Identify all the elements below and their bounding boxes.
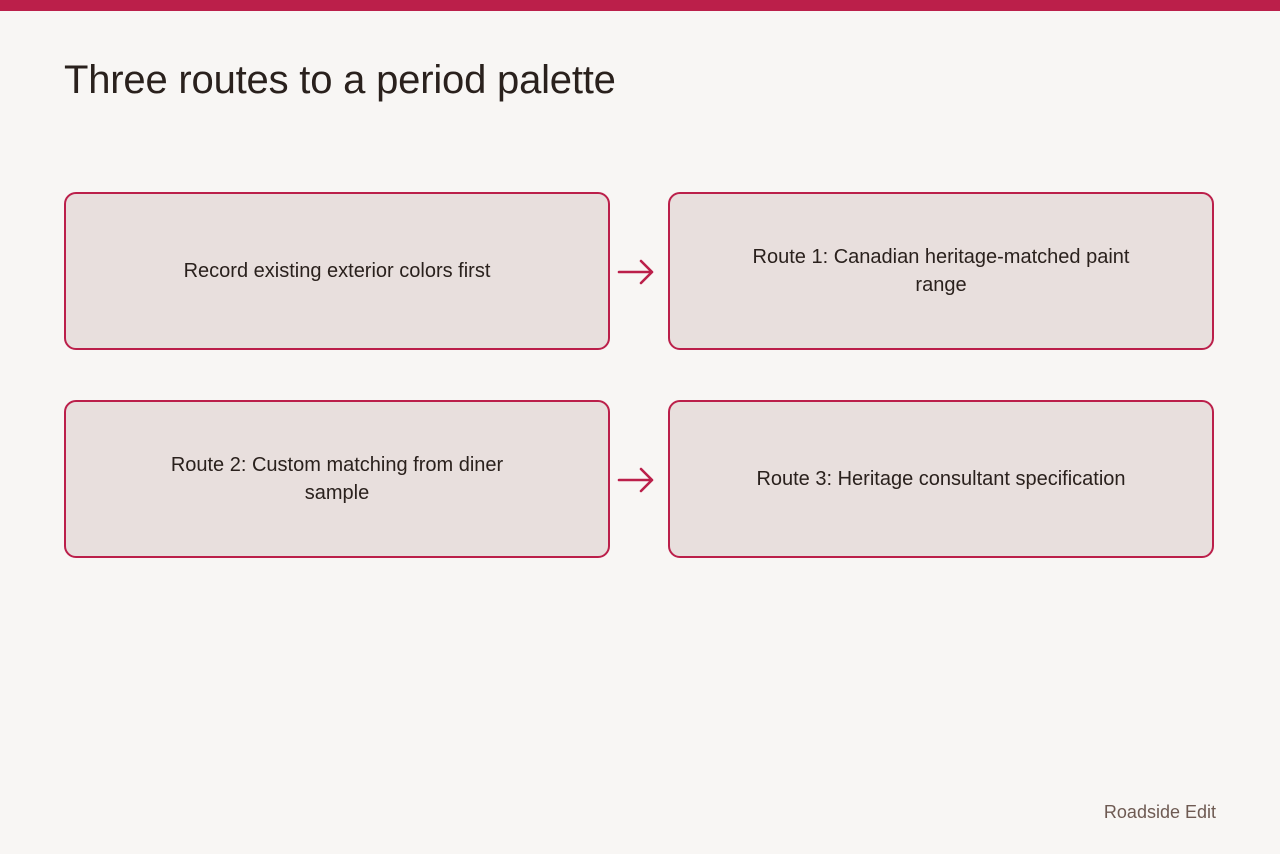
diagram-node-label: Route 3: Heritage consultant specification — [756, 468, 1126, 490]
diagram-node-label: Record existing exterior colors first — [183, 260, 491, 282]
diagram-node-label: Route 2: Custom matching from diner sample — [170, 454, 504, 504]
arrow-right-icon — [617, 259, 657, 285]
diagram-node-record-colors — [64, 192, 610, 350]
page-title: Three routes to a period palette — [64, 58, 616, 102]
diagram-node-route-3 — [668, 400, 1214, 558]
top-accent-bar — [0, 0, 1280, 11]
diagram-node-route-2 — [64, 400, 610, 558]
diagram-node-route-1 — [668, 192, 1214, 350]
diagram-node-label: Route 1: Canadian heritage-matched paint range — [752, 246, 1130, 296]
arrow-right-icon — [617, 467, 657, 493]
footer-brand: Roadside Edit — [1103, 802, 1216, 822]
